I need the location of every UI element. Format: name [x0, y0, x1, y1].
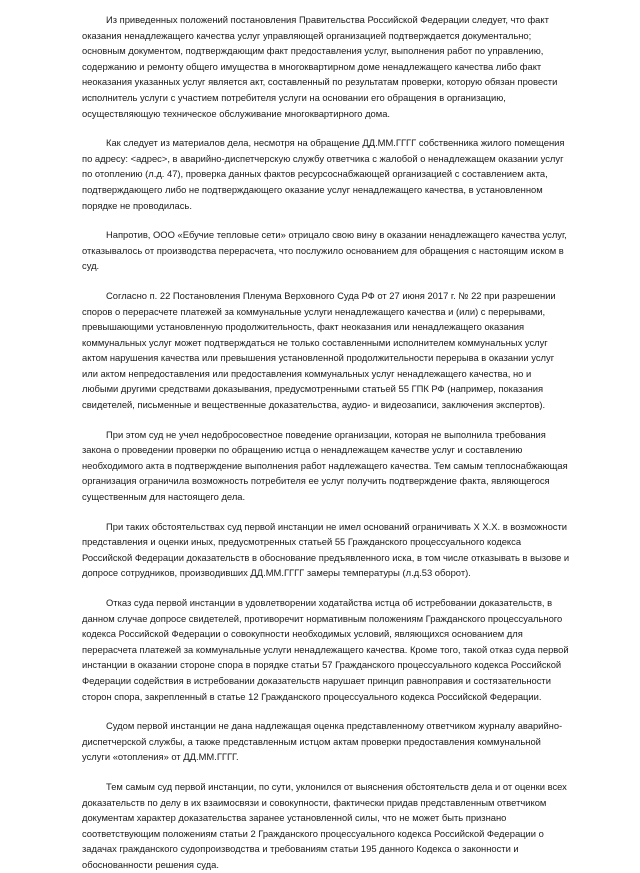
paragraph-8: Судом первой инстанции не дана надлежащая оценка представленному ответчиком журналу аварийно-диспетчерской службы, а также представленным истцом актам проверки предоставления коммунальной услуги «отопления» от ДД.ММ.ГГГГ. [82, 720, 563, 763]
paragraph-2: Как следует из материалов дела, несмотря на обращение ДД.ММ.ГГГГ собственника жилого помещения по адресу: <адрес>, в аварийно-диспетчерскую службу ответчика с жалобой о ненадлежащем оказании услуг по отоплению (л.д. 47), проверка данных фактов ресурсоснабжающей организацией с составлением акта, подтверждающего либо не подтверждающего оказание услуг ненадлежащего качества, в установленном порядке не проводилась. [82, 137, 565, 211]
paragraph-4: Согласно п. 22 Постановления Пленума Верховного Суда РФ от 27 июня 2017 г. № 22 при разрешении споров о перерасчете платежей за коммунальные услуги ненадлежащего качества и (или) с перерывами, превышающими установленную продолжительность, факт неоказания или ненадлежащего оказания коммунальных услуг может подтверждаться не только составленными исполнителем коммунальных услуг актом нарушения качества или превышения установленной продолжительности перерыва в оказании услуг или актом непредоставления или предоставления коммунальных услуг ненадлежащего качества, но и любыми другими средствами доказывания, предусмотренными статьей 55 ГПК РФ (например, показания свидетелей, письменные и вещественные доказательства, аудио- и видеозаписи, заключения экспертов). [82, 289, 556, 411]
paragraph-9: Тем самым суд первой инстанции, по сути, уклонился от выяснения обстоятельств дела и от оценки всех доказательств по делу в их взаимосвязи и совокупности, фактически придав представленным ответчиком документам характер доказательства заранее установленной силы, что не может быть признано соответствующим положениям статьи 2 Гражданского процессуального кодекса Российской Федерации о задачах гражданского судопроизводства и требованиям статьи 195 данного Кодекса о законности и обоснованности решения суда. [82, 780, 567, 870]
paragraph-1: Из приведенных положений постановления Правительства Российской Федерации следует, что факт оказания ненадлежащего качества услуг управляющей организацией подтверждается документально; основным документом, подтверждающим факт предоставления услуг, выполнения работ по управлению, содержанию и ремонту общего имущества в многоквартирном доме ненадлежащего качества либо факт неоказания указанных услуг является акт, составленный по результатам проверки, которую обязан провести исполнитель услуги с участием потребителя услуги на основании его обращения в организацию, осуществляющую техническое обслуживание многоквартирного дома. [82, 14, 558, 119]
paragraph-6: При таких обстоятельствах суд первой инстанции не имел оснований ограничивать Х Х.Х. в возможности представления и оценки иных, предусмотренных статьей 55 Гражданского процессуального кодекса Российской Федерации доказательств в обоснование предъявленного иска, в том числе отказывать в вызове и допросе сотрудников, производивших ДД.ММ.ГГГГ замеры температуры (л.д.53 оборот). [82, 520, 570, 579]
paragraph-5: При этом суд не учел недобросовестное поведение организации, которая не выполнила требования закона о проведении проверки по обращению истца о ненадлежащем качестве услуг и составлению необходимого акта в подтверждение выполнения работ надлежащего качества. Тем самым теплоснабжающая организация ограничила возможность потребителя ее услуг получить подтверждение факта, являющегося существенным для настоящего дела. [82, 428, 568, 503]
paragraph-7: Отказ суда первой инстанции в удовлетворении ходатайства истца об истребовании доказательств, в данном случае допросе свидетелей, противоречит нормативным положениям Гражданского процессуального кодекса Российской Федерации о совокупности необходимых условий, являющихся основанием для перерасчета платежей за коммунальные услуги ненадлежащего качества. Кроме того, такой отказ суда первой инстанции в оказании стороне спора в порядке статьи 57 Гражданского процессуального кодекса Российской Федерации содействия в истребовании доказательств нарушает принцип равноправия и состязательности сторон спора, закрепленный в статье 12 Гражданского процессуального кодекса Российской Федерации. [82, 597, 569, 702]
paragraph-3: Напротив, ООО «Ебучие тепловые сети» отрицало свою вину в оказании ненадлежащего качества услуг, отказывалось от производства перерасчета, что послужило основанием для обращения с настоящим иском в суд. [82, 229, 567, 272]
